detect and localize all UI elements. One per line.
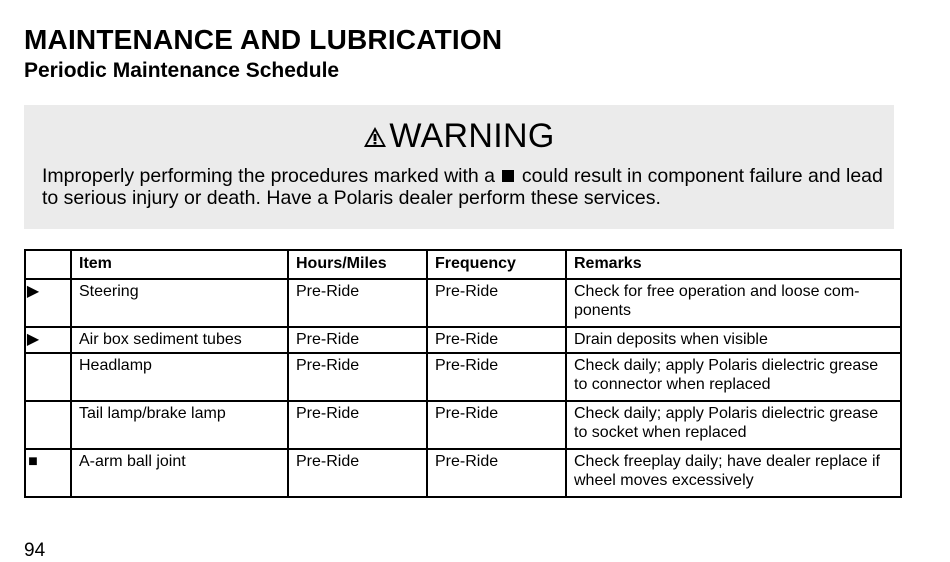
remarks-cell: Check daily; apply Polaris dielectric grease to socket when replaced [566,401,901,449]
warning-text-part1: Improperly performing the procedures marked with a [42,165,496,187]
warning-text-part2: could result in component failure and lead to serious injury or death. Have a Polaris dealer perform these services. [42,165,883,209]
square-mark-icon: ■ [28,453,38,470]
arrow-right-icon: ▶ [26,283,40,300]
table-row [25,327,901,353]
item-cell: Headlamp [71,353,288,401]
warning-triangle-icon [363,125,387,149]
hours-cell: Pre-Ride [288,327,427,353]
item-cell: Steering [71,279,288,327]
frequency-cell: Pre-Ride [427,279,566,327]
remarks-cell: Check for free operation and loose com-ponents [566,279,901,327]
item-cell: Tail lamp/brake lamp [71,401,288,449]
page-number: 94 [24,540,46,561]
warning-title: WARNING [389,117,555,155]
table-header-row [25,250,901,279]
remarks-cell: Check freeplay daily; have dealer replace if wheel moves excessively [566,449,901,497]
page-title: MAINTENANCE AND LUBRICATION [24,24,503,55]
column-header-remarks: Remarks [566,250,901,279]
row-mark-icon [25,279,71,327]
column-header-mark [25,250,71,279]
frequency-cell: Pre-Ride [427,401,566,449]
row-mark-icon [25,327,71,353]
hours-cell: Pre-Ride [288,279,427,327]
table-row [25,353,901,401]
frequency-cell: Pre-Ride [427,327,566,353]
frequency-cell: Pre-Ride [427,449,566,497]
item-cell: A-arm ball joint [71,449,288,497]
warning-text [42,165,892,209]
remarks-cell: Check daily; apply Polaris dielectric grease to connector when replaced [566,353,901,401]
table-row [25,279,901,327]
warning-box [24,105,894,229]
maintenance-table [24,249,902,498]
column-header-frequency: Frequency [427,250,566,279]
table-row [25,449,901,497]
row-mark-empty [25,401,71,449]
row-mark-empty [25,353,71,401]
hours-cell: Pre-Ride [288,353,427,401]
frequency-cell: Pre-Ride [427,353,566,401]
square-symbol-icon [502,170,514,182]
arrow-right-icon: ▶ [26,331,40,348]
column-header-hours: Hours/Miles [288,250,427,279]
hours-cell: Pre-Ride [288,449,427,497]
page-subtitle: Periodic Maintenance Schedule [24,59,340,82]
remarks-cell: Drain deposits when visible [566,327,901,353]
item-cell: Air box sediment tubes [71,327,288,353]
hours-cell: Pre-Ride [288,401,427,449]
row-mark-icon [25,449,71,497]
warning-heading [24,117,894,156]
table-row [25,401,901,449]
column-header-item: Item [71,250,288,279]
